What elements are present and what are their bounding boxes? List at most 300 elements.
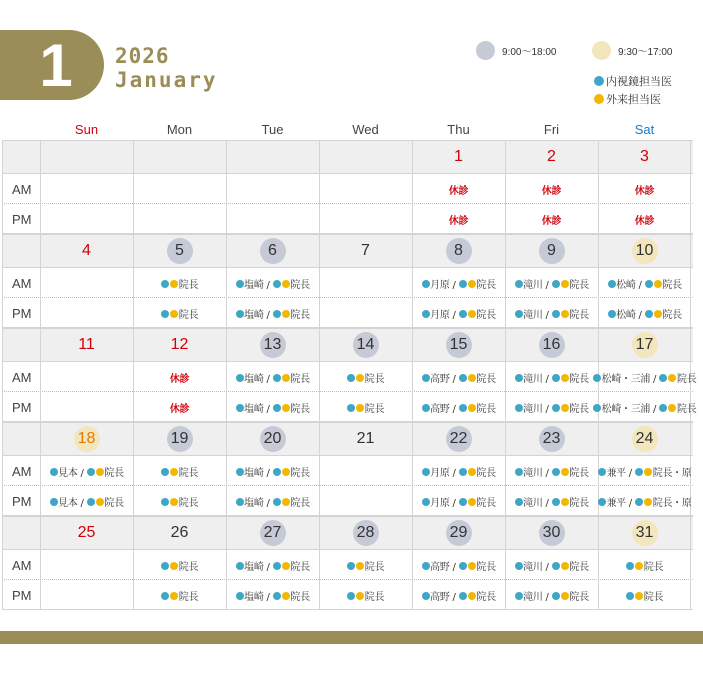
endoscopy-dot-icon xyxy=(422,592,430,600)
date-cell[interactable] xyxy=(412,234,505,268)
date-cell[interactable] xyxy=(133,234,226,268)
doctor-line: 松崎 / 院長 xyxy=(607,306,682,321)
endoscopy-dot-icon xyxy=(422,404,430,412)
short-hours-circle-icon xyxy=(632,238,658,264)
am-schedule-cell xyxy=(412,174,505,204)
am-label: AM xyxy=(12,182,32,197)
date-cell[interactable] xyxy=(319,140,412,174)
doctor-line: 院長 xyxy=(161,588,198,603)
date-number: 10 xyxy=(635,242,654,259)
doctor-line: 高野 / 院長 xyxy=(421,400,496,415)
endoscopy-dot-icon xyxy=(347,592,355,600)
date-cell[interactable] xyxy=(412,516,505,550)
date-cell[interactable] xyxy=(40,328,133,362)
pm-schedule-cell xyxy=(40,298,133,328)
date-number: 13 xyxy=(263,336,282,353)
date-number: 3 xyxy=(640,148,649,165)
outpatient-dot-icon xyxy=(561,468,569,476)
outpatient-dot-icon xyxy=(170,280,178,288)
endoscopy-dot-icon xyxy=(236,468,244,476)
pm-schedule-cell xyxy=(505,580,598,610)
doctor-line: 滝川 / 院長 xyxy=(514,370,589,385)
date-cell[interactable] xyxy=(505,328,598,362)
doctor-line: 塩崎 / 院長 xyxy=(235,370,310,385)
date-cell[interactable] xyxy=(412,422,505,456)
footer-bar xyxy=(0,631,703,644)
endoscopy-dot-icon xyxy=(236,498,244,506)
date-number: 26 xyxy=(170,524,189,541)
full-hours-circle-icon xyxy=(539,520,565,546)
legend-full-hours xyxy=(476,41,557,60)
endoscopy-dot-icon xyxy=(459,498,467,506)
outpatient-dot-icon xyxy=(561,310,569,318)
endoscopy-dot-icon xyxy=(273,562,281,570)
short-hours-circle-icon xyxy=(632,426,658,452)
doctor-line: 院長 xyxy=(161,494,198,509)
date-number: 5 xyxy=(175,242,184,259)
doctor-line: 滝川 / 院長 xyxy=(514,276,589,291)
am-schedule-cell xyxy=(40,456,133,486)
outpatient-dot-icon xyxy=(356,592,364,600)
date-cell[interactable] xyxy=(319,328,412,362)
date-cell[interactable] xyxy=(505,234,598,268)
doctor-line: 月原 / 院長 xyxy=(421,276,496,291)
pm-schedule-cell xyxy=(133,392,226,422)
am-schedule-cell xyxy=(598,268,691,298)
outpatient-dot-icon xyxy=(561,592,569,600)
doctor-line: 院長 xyxy=(347,588,384,603)
pm-label: PM xyxy=(12,306,32,321)
outpatient-dot-icon xyxy=(561,498,569,506)
doctor-line: 高野 / 院長 xyxy=(421,588,496,603)
endoscopy-dot-icon xyxy=(422,498,430,506)
full-hours-circle-icon xyxy=(476,41,495,60)
pm-schedule-cell xyxy=(40,486,133,516)
endoscopy-dot-icon xyxy=(422,374,430,382)
am-schedule-cell xyxy=(412,362,505,392)
date-cell[interactable] xyxy=(319,516,412,550)
pm-schedule-cell xyxy=(412,298,505,328)
endoscopy-dot-icon xyxy=(459,592,467,600)
full-hours-circle-icon xyxy=(353,332,379,358)
endoscopy-dot-icon xyxy=(273,498,281,506)
endoscopy-dot-icon xyxy=(161,280,169,288)
endoscopy-dot-icon xyxy=(515,498,523,506)
pm-label: PM xyxy=(12,212,32,227)
pm-schedule-cell xyxy=(598,298,691,328)
outpatient-dot-icon xyxy=(356,374,364,382)
doctor-line: 月原 / 院長 xyxy=(421,464,496,479)
endoscopy-dot-icon xyxy=(422,562,430,570)
date-number: 23 xyxy=(542,430,561,447)
pm-schedule-cell xyxy=(505,298,598,328)
pm-schedule-cell xyxy=(319,392,412,422)
full-hours-circle-icon xyxy=(539,426,565,452)
am-label: AM xyxy=(12,464,32,479)
endoscopy-dot-icon xyxy=(236,404,244,412)
date-number: 27 xyxy=(263,524,282,541)
outpatient-dot-icon xyxy=(282,374,290,382)
endoscopy-dot-icon xyxy=(161,562,169,570)
doctor-line: 塩崎 / 院長 xyxy=(235,464,310,479)
outpatient-dot-icon xyxy=(170,562,178,570)
calendar-week xyxy=(2,140,693,234)
legend-full-hours-text: 9:00〜18:00 xyxy=(502,47,557,58)
outpatient-dot-icon xyxy=(594,94,604,104)
date-number: 20 xyxy=(263,430,282,447)
outpatient-dot-icon xyxy=(654,310,662,318)
date-cell[interactable] xyxy=(598,328,691,362)
doctor-line: 兼平 / 院長・原 xyxy=(597,494,691,509)
outpatient-dot-icon xyxy=(654,280,662,288)
date-cell[interactable] xyxy=(133,140,226,174)
date-cell[interactable] xyxy=(505,140,598,174)
doctor-line: 滝川 / 院長 xyxy=(514,306,589,321)
endoscopy-dot-icon xyxy=(422,280,430,288)
am-schedule-cell xyxy=(226,550,319,580)
full-hours-circle-icon xyxy=(539,238,565,264)
pm-schedule-cell xyxy=(226,204,319,234)
doctor-line: 院長 xyxy=(347,400,384,415)
date-cell[interactable] xyxy=(226,234,319,268)
calendar-week xyxy=(2,516,693,610)
outpatient-dot-icon xyxy=(170,498,178,506)
am-schedule-cell xyxy=(505,268,598,298)
doctor-line: 塩崎 / 院長 xyxy=(235,276,310,291)
pm-schedule-cell xyxy=(598,486,691,516)
endoscopy-dot-icon xyxy=(552,562,560,570)
pm-schedule-cell xyxy=(412,486,505,516)
date-number: 15 xyxy=(449,336,468,353)
legend-endoscopy xyxy=(594,73,672,89)
am-schedule-cell xyxy=(412,456,505,486)
date-cell[interactable] xyxy=(505,422,598,456)
date-number: 9 xyxy=(547,242,556,259)
outpatient-dot-icon xyxy=(644,498,652,506)
outpatient-dot-icon xyxy=(561,404,569,412)
pm-schedule-cell xyxy=(505,204,598,234)
outpatient-dot-icon xyxy=(282,562,290,570)
date-number: 4 xyxy=(82,242,91,259)
am-schedule-cell xyxy=(319,362,412,392)
am-schedule-cell xyxy=(40,174,133,204)
date-number: 24 xyxy=(635,430,654,447)
closed-label: 休診 xyxy=(634,185,655,197)
pm-schedule-cell xyxy=(412,204,505,234)
endoscopy-dot-icon xyxy=(273,592,281,600)
date-number: 21 xyxy=(356,430,375,447)
pm-schedule-cell xyxy=(598,580,691,610)
am-schedule-cell xyxy=(133,174,226,204)
doctor-line: 滝川 / 院長 xyxy=(514,464,589,479)
outpatient-dot-icon xyxy=(96,468,104,476)
endoscopy-dot-icon xyxy=(626,592,634,600)
am-schedule-cell xyxy=(598,174,691,204)
pm-schedule-cell xyxy=(226,580,319,610)
am-schedule-cell xyxy=(505,174,598,204)
grid-divider xyxy=(2,422,3,516)
endoscopy-dot-icon xyxy=(422,468,430,476)
endoscopy-dot-icon xyxy=(87,468,95,476)
doctor-line: 院長 xyxy=(161,306,198,321)
endoscopy-dot-icon xyxy=(459,280,467,288)
date-cell[interactable] xyxy=(319,422,412,456)
endoscopy-dot-icon xyxy=(273,374,281,382)
pm-label: PM xyxy=(12,400,32,415)
date-cell[interactable] xyxy=(133,328,226,362)
full-hours-circle-icon xyxy=(260,238,286,264)
endoscopy-dot-icon xyxy=(552,498,560,506)
date-cell[interactable] xyxy=(40,234,133,268)
outpatient-dot-icon xyxy=(468,374,476,382)
grid-divider xyxy=(2,140,3,234)
am-schedule-cell xyxy=(40,268,133,298)
date-cell[interactable] xyxy=(133,516,226,550)
full-hours-circle-icon xyxy=(260,426,286,452)
full-hours-circle-icon xyxy=(446,332,472,358)
month-number: 1 xyxy=(39,31,73,99)
endoscopy-dot-icon xyxy=(552,404,560,412)
endoscopy-dot-icon xyxy=(635,468,643,476)
legend-short-hours xyxy=(592,41,673,60)
endoscopy-dot-icon xyxy=(236,310,244,318)
date-cell[interactable] xyxy=(226,516,319,550)
am-label: AM xyxy=(12,370,32,385)
closed-label: 休診 xyxy=(169,373,190,385)
pm-schedule-cell xyxy=(319,204,412,234)
full-hours-circle-icon xyxy=(446,520,472,546)
am-schedule-cell xyxy=(412,268,505,298)
date-cell[interactable] xyxy=(598,140,691,174)
date-number: 22 xyxy=(449,430,468,447)
doctor-line: 見本 / 院長 xyxy=(49,494,124,509)
date-number: 19 xyxy=(170,430,189,447)
date-number: 12 xyxy=(170,336,189,353)
endoscopy-dot-icon xyxy=(515,562,523,570)
date-cell[interactable] xyxy=(412,328,505,362)
outpatient-dot-icon xyxy=(468,468,476,476)
calendar-week xyxy=(2,234,693,328)
doctor-line: 松崎・三浦 / 院長 xyxy=(593,370,697,385)
endoscopy-dot-icon xyxy=(273,404,281,412)
doctor-line: 院長 xyxy=(161,464,198,479)
endoscopy-dot-icon xyxy=(459,310,467,318)
doctor-line: 松崎・三浦 / 院長 xyxy=(593,400,697,415)
closed-label: 休診 xyxy=(541,215,562,227)
pm-schedule-cell xyxy=(226,298,319,328)
date-number: 2 xyxy=(547,148,556,165)
endoscopy-dot-icon xyxy=(608,280,616,288)
outpatient-dot-icon xyxy=(635,562,643,570)
weekday-header-thu: Thu xyxy=(447,122,470,137)
pm-schedule-cell xyxy=(598,204,691,234)
short-hours-circle-icon xyxy=(592,41,611,60)
date-number: 30 xyxy=(542,524,561,541)
pm-schedule-cell xyxy=(598,392,697,422)
endoscopy-dot-icon xyxy=(515,592,523,600)
endoscopy-dot-icon xyxy=(645,280,653,288)
outpatient-dot-icon xyxy=(282,592,290,600)
endoscopy-dot-icon xyxy=(635,498,643,506)
date-cell[interactable] xyxy=(598,234,691,268)
endoscopy-dot-icon xyxy=(515,374,523,382)
endoscopy-dot-icon xyxy=(552,592,560,600)
pm-schedule-cell xyxy=(226,392,319,422)
date-number: 1 xyxy=(454,148,463,165)
outpatient-dot-icon xyxy=(96,498,104,506)
closed-label: 休診 xyxy=(169,403,190,415)
pm-label: PM xyxy=(12,588,32,603)
endoscopy-dot-icon xyxy=(552,374,560,382)
pm-schedule-cell xyxy=(505,486,598,516)
outpatient-dot-icon xyxy=(170,468,178,476)
doctor-line: 院長 xyxy=(161,276,198,291)
date-cell[interactable] xyxy=(226,328,319,362)
full-hours-circle-icon xyxy=(446,238,472,264)
endoscopy-dot-icon xyxy=(515,404,523,412)
am-schedule-cell xyxy=(412,550,505,580)
endoscopy-dot-icon xyxy=(459,374,467,382)
outpatient-dot-icon xyxy=(282,498,290,506)
endoscopy-dot-icon xyxy=(50,498,58,506)
closed-label: 休診 xyxy=(541,185,562,197)
date-cell[interactable] xyxy=(40,516,133,550)
endoscopy-dot-icon xyxy=(659,404,667,412)
outpatient-dot-icon xyxy=(561,374,569,382)
am-schedule-cell xyxy=(40,550,133,580)
doctor-line: 院長 xyxy=(626,558,663,573)
endoscopy-dot-icon xyxy=(161,468,169,476)
date-number: 29 xyxy=(449,524,468,541)
full-hours-circle-icon xyxy=(260,332,286,358)
endoscopy-dot-icon xyxy=(598,468,606,476)
full-hours-circle-icon xyxy=(260,520,286,546)
closed-label: 休診 xyxy=(448,185,469,197)
endoscopy-dot-icon xyxy=(161,498,169,506)
endoscopy-dot-icon xyxy=(593,404,601,412)
grid-divider xyxy=(2,234,3,328)
am-schedule-cell xyxy=(505,456,598,486)
date-cell[interactable] xyxy=(412,140,505,174)
am-schedule-cell xyxy=(319,550,412,580)
weekday-header-fri: Fri xyxy=(543,122,560,137)
doctor-line: 月原 / 院長 xyxy=(421,306,496,321)
endoscopy-dot-icon xyxy=(626,562,634,570)
weekday-header-sat: Sat xyxy=(634,122,655,137)
date-cell[interactable] xyxy=(598,422,691,456)
endoscopy-dot-icon xyxy=(594,76,604,86)
doctor-line: 院長 xyxy=(626,588,663,603)
am-schedule-cell xyxy=(319,456,412,486)
date-cell[interactable] xyxy=(226,140,319,174)
month-name-label: January xyxy=(115,68,218,92)
outpatient-dot-icon xyxy=(468,562,476,570)
legend-endoscopy-text: 内視鏡担当医 xyxy=(606,75,672,88)
endoscopy-dot-icon xyxy=(236,592,244,600)
outpatient-dot-icon xyxy=(282,468,290,476)
weekday-header-wed: Wed xyxy=(352,122,379,137)
month-number-badge xyxy=(0,30,104,100)
doctor-line: 月原 / 院長 xyxy=(421,494,496,509)
pm-schedule-cell xyxy=(133,298,226,328)
legend-outpatient xyxy=(594,91,661,107)
pm-schedule-cell xyxy=(40,204,133,234)
full-hours-circle-icon xyxy=(167,426,193,452)
short-hours-circle-icon xyxy=(632,520,658,546)
date-cell[interactable] xyxy=(319,234,412,268)
endoscopy-dot-icon xyxy=(161,310,169,318)
outpatient-dot-icon xyxy=(644,468,652,476)
doctor-line: 塩崎 / 院長 xyxy=(235,558,310,573)
full-hours-circle-icon xyxy=(539,332,565,358)
endoscopy-dot-icon xyxy=(161,592,169,600)
endoscopy-dot-icon xyxy=(459,562,467,570)
am-schedule-cell xyxy=(598,550,691,580)
weekday-header-sun: Sun xyxy=(74,122,99,137)
outpatient-dot-icon xyxy=(282,310,290,318)
outpatient-dot-icon xyxy=(468,498,476,506)
am-schedule-cell xyxy=(133,456,226,486)
am-schedule-cell xyxy=(226,362,319,392)
am-schedule-cell xyxy=(598,456,691,486)
pm-schedule-cell xyxy=(133,580,226,610)
date-cell[interactable] xyxy=(40,422,133,456)
date-cell[interactable] xyxy=(226,422,319,456)
pm-schedule-cell xyxy=(412,580,505,610)
endoscopy-dot-icon xyxy=(515,310,523,318)
date-number: 7 xyxy=(361,242,370,259)
endoscopy-dot-icon xyxy=(552,310,560,318)
date-cell[interactable] xyxy=(133,422,226,456)
outpatient-dot-icon xyxy=(561,280,569,288)
date-number: 8 xyxy=(454,242,463,259)
doctor-line: 見本 / 院長 xyxy=(49,464,124,479)
date-cell[interactable] xyxy=(505,516,598,550)
endoscopy-dot-icon xyxy=(347,562,355,570)
outpatient-dot-icon xyxy=(282,404,290,412)
pm-schedule-cell xyxy=(40,580,133,610)
closed-label: 休診 xyxy=(634,215,655,227)
doctor-line: 滝川 / 院長 xyxy=(514,400,589,415)
doctor-line: 塩崎 / 院長 xyxy=(235,400,310,415)
calendar-week xyxy=(2,422,693,516)
date-cell[interactable] xyxy=(598,516,691,550)
endoscopy-dot-icon xyxy=(87,498,95,506)
am-schedule-cell xyxy=(133,268,226,298)
endoscopy-dot-icon xyxy=(659,374,667,382)
date-number: 11 xyxy=(78,336,95,353)
endoscopy-dot-icon xyxy=(273,310,281,318)
calendar-week xyxy=(2,328,697,422)
doctor-line: 院長 xyxy=(347,558,384,573)
pm-schedule-cell xyxy=(40,392,133,422)
outpatient-dot-icon xyxy=(468,310,476,318)
doctor-line: 塩崎 / 院長 xyxy=(235,494,310,509)
endoscopy-dot-icon xyxy=(593,374,601,382)
am-schedule-cell xyxy=(598,362,697,392)
date-cell[interactable] xyxy=(40,140,133,174)
am-schedule-cell xyxy=(505,362,598,392)
grid-divider xyxy=(2,516,3,610)
weekday-header-tue: Tue xyxy=(261,122,284,137)
year-label: 2026 xyxy=(115,44,170,68)
endoscopy-dot-icon xyxy=(236,562,244,570)
doctor-line: 院長 xyxy=(347,370,384,385)
am-schedule-cell xyxy=(226,268,319,298)
date-number: 16 xyxy=(542,336,561,353)
date-number: 14 xyxy=(356,336,375,353)
am-schedule-cell xyxy=(319,174,412,204)
